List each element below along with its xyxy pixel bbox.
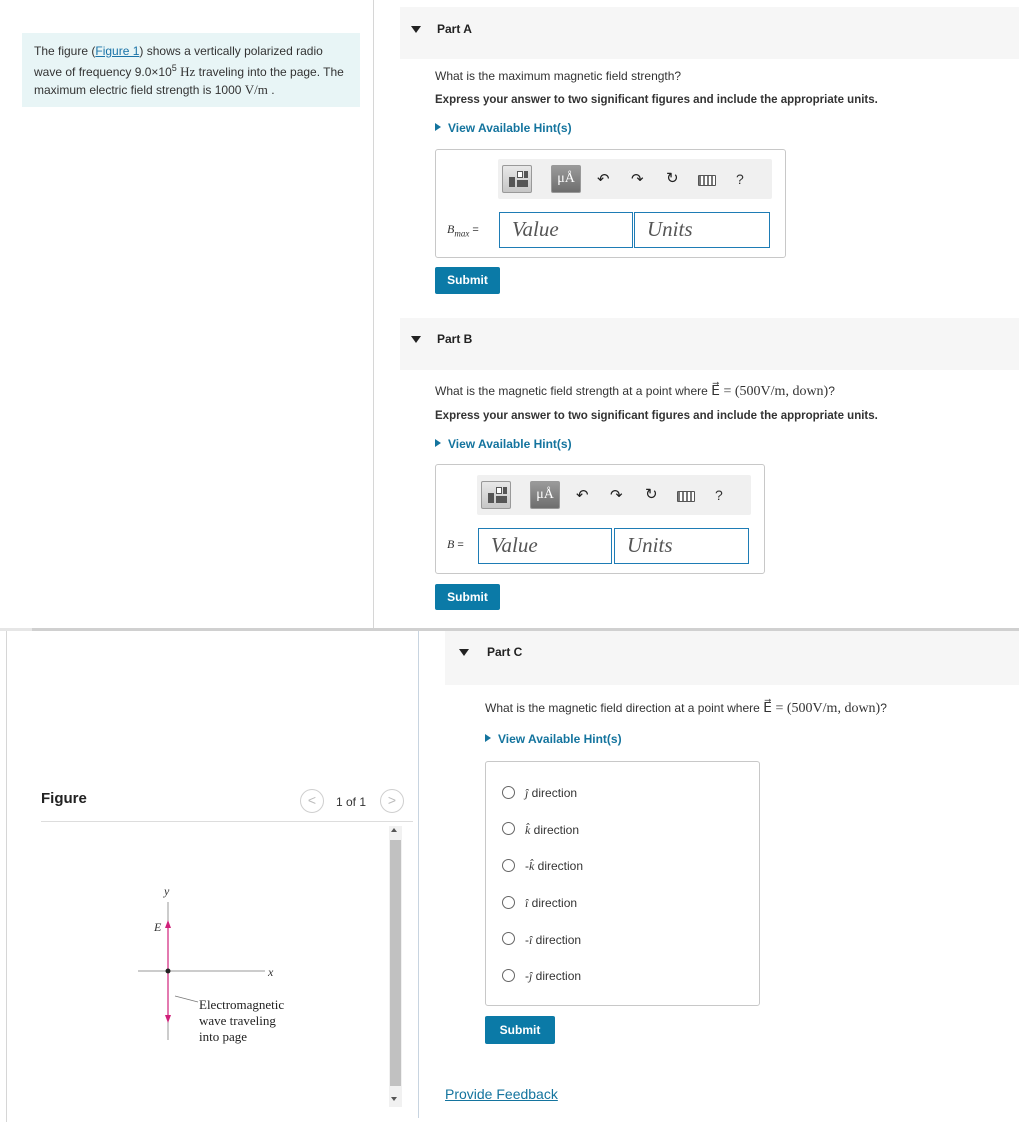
units-input[interactable]: Units <box>614 528 749 564</box>
intro-text: ) shows a vertically polarized radio wave of frequency 9.0×10 <box>34 44 323 79</box>
question-text: What is the magnetic field strength at a point where <box>435 384 712 398</box>
prev-figure-button[interactable]: < <box>300 789 324 813</box>
intro-text: . <box>267 83 275 97</box>
part-b-hint-link[interactable] <box>435 437 572 451</box>
question-text: ? <box>828 384 835 398</box>
caption-line-2: wave traveling <box>199 1013 276 1028</box>
part-c-submit-button[interactable]: Submit <box>485 1016 555 1044</box>
section-divider-accent <box>0 628 32 631</box>
option-label[interactable]: k̂ direction <box>525 823 580 837</box>
y-axis-label: y <box>164 884 170 898</box>
option-label[interactable]: -k̂ direction <box>525 859 584 873</box>
part-a-hint-link[interactable] <box>435 121 572 135</box>
templates-icon[interactable] <box>502 165 532 193</box>
part-a-header[interactable] <box>400 7 1019 59</box>
provide-feedback-link[interactable]: Provide Feedback <box>445 1086 558 1102</box>
part-c-hint-link[interactable] <box>485 732 622 746</box>
part-c-question <box>485 700 887 717</box>
part-c-header[interactable] <box>445 631 1019 685</box>
option-label[interactable]: ĵ direction <box>525 786 578 800</box>
part-b-title: Part B <box>437 332 473 346</box>
part-b-question <box>435 383 835 400</box>
figure-rule <box>41 821 413 822</box>
reset-icon[interactable]: ↻ <box>666 170 679 187</box>
figure-panel-border <box>418 631 419 1118</box>
equals-sign: = <box>454 539 464 551</box>
part-b-answer-box <box>435 464 765 574</box>
part-a-title: Part A <box>437 22 472 36</box>
figure-title: Figure <box>41 790 87 807</box>
hint-label: View Available Hint(s) <box>448 437 572 451</box>
question-text: ? <box>880 701 887 715</box>
option-radio[interactable] <box>502 859 515 872</box>
units-button[interactable]: μÅ <box>530 481 560 509</box>
option-label[interactable]: î direction <box>525 896 578 910</box>
redo-icon[interactable]: ↷ <box>610 487 623 504</box>
reset-icon[interactable]: ↻ <box>645 486 658 503</box>
freq-unit: Hz <box>180 64 196 79</box>
column-divider <box>373 0 374 628</box>
scrollbar-thumb[interactable] <box>390 840 401 1086</box>
keyboard-icon[interactable] <box>677 491 695 502</box>
collapse-triangle-icon <box>459 649 469 656</box>
option-radio[interactable] <box>502 822 515 835</box>
scroll-down-icon[interactable] <box>391 1097 397 1101</box>
figure-panel-border <box>6 631 7 1122</box>
value-input[interactable]: Value <box>478 528 612 564</box>
option-radio[interactable] <box>502 932 515 945</box>
em-wave-diagram <box>120 880 320 1060</box>
caption-line-1: Electromagnetic <box>199 997 285 1012</box>
part-a-question: What is the maximum magnetic field strength? <box>435 69 682 83</box>
expand-triangle-icon <box>435 439 441 447</box>
arrow-down-icon <box>165 1015 171 1023</box>
collapse-triangle-icon <box>411 26 421 33</box>
undo-icon[interactable]: ↶ <box>597 171 610 188</box>
figure-link[interactable]: Figure 1 <box>95 44 140 58</box>
help-icon[interactable]: ? <box>715 487 723 503</box>
collapse-triangle-icon <box>411 336 421 343</box>
option-radio[interactable] <box>502 786 515 799</box>
part-b-instruction: Express your answer to two significant figures and include the appropriate units. <box>435 410 878 422</box>
expand-triangle-icon <box>485 734 491 742</box>
math-toolbar <box>498 159 772 199</box>
question-text: What is the magnetic field direction at a point where <box>485 701 764 715</box>
undo-icon[interactable]: ↶ <box>576 487 589 504</box>
expand-triangle-icon <box>435 123 441 131</box>
question-math: E⃗ = (500V/m, down) <box>711 384 829 399</box>
x-axis-label: x <box>268 965 274 979</box>
wave-origin-dot <box>166 969 171 974</box>
intro-text: The figure ( <box>34 44 96 58</box>
option-radio[interactable] <box>502 969 515 982</box>
hint-label: View Available Hint(s) <box>498 732 622 746</box>
question-math: E⃗ = (500V/m, down) <box>763 701 881 716</box>
math-toolbar <box>477 475 751 515</box>
intro-text: traveling into the page. The maximum electric field strength is 1000 <box>34 65 344 97</box>
part-a-answer-box <box>435 149 786 258</box>
next-figure-button[interactable]: > <box>380 789 404 813</box>
b-symbol: B <box>447 222 455 236</box>
help-icon[interactable]: ? <box>736 171 744 187</box>
figure-pager: 1 of 1 <box>336 795 367 809</box>
caption-line-3: into page <box>199 1029 248 1044</box>
scroll-up-icon[interactable] <box>391 828 397 832</box>
b-symbol: B <box>447 537 455 551</box>
e-field-label: E⃗ <box>154 920 171 934</box>
part-c-options-box <box>485 761 760 1006</box>
part-a-instruction: Express your answer to two significant figures and include the appropriate units. <box>435 94 878 106</box>
caption-leader <box>175 996 198 1002</box>
problem-intro <box>22 33 360 107</box>
units-button[interactable]: μÅ <box>551 165 581 193</box>
hint-label: View Available Hint(s) <box>448 121 572 135</box>
b-subscript: max <box>454 228 470 239</box>
templates-icon[interactable] <box>481 481 511 509</box>
value-input[interactable]: Value <box>499 212 633 248</box>
keyboard-icon[interactable] <box>698 175 716 186</box>
part-b-header[interactable] <box>400 318 1019 370</box>
part-a-label <box>447 222 479 238</box>
part-b-label <box>447 537 464 552</box>
part-c-title: Part C <box>487 645 523 659</box>
units-input[interactable]: Units <box>634 212 770 248</box>
freq-exponent: 5 <box>171 63 177 73</box>
option-radio[interactable] <box>502 896 515 909</box>
part-b-submit-button[interactable]: Submit <box>435 584 500 610</box>
equals-sign: = <box>469 224 479 236</box>
field-unit: V/m <box>244 82 268 97</box>
redo-icon[interactable]: ↷ <box>631 171 644 188</box>
option-label[interactable]: -ĵ direction <box>525 969 582 983</box>
option-label[interactable]: -î direction <box>525 933 582 947</box>
part-a-submit-button[interactable]: Submit <box>435 267 500 294</box>
